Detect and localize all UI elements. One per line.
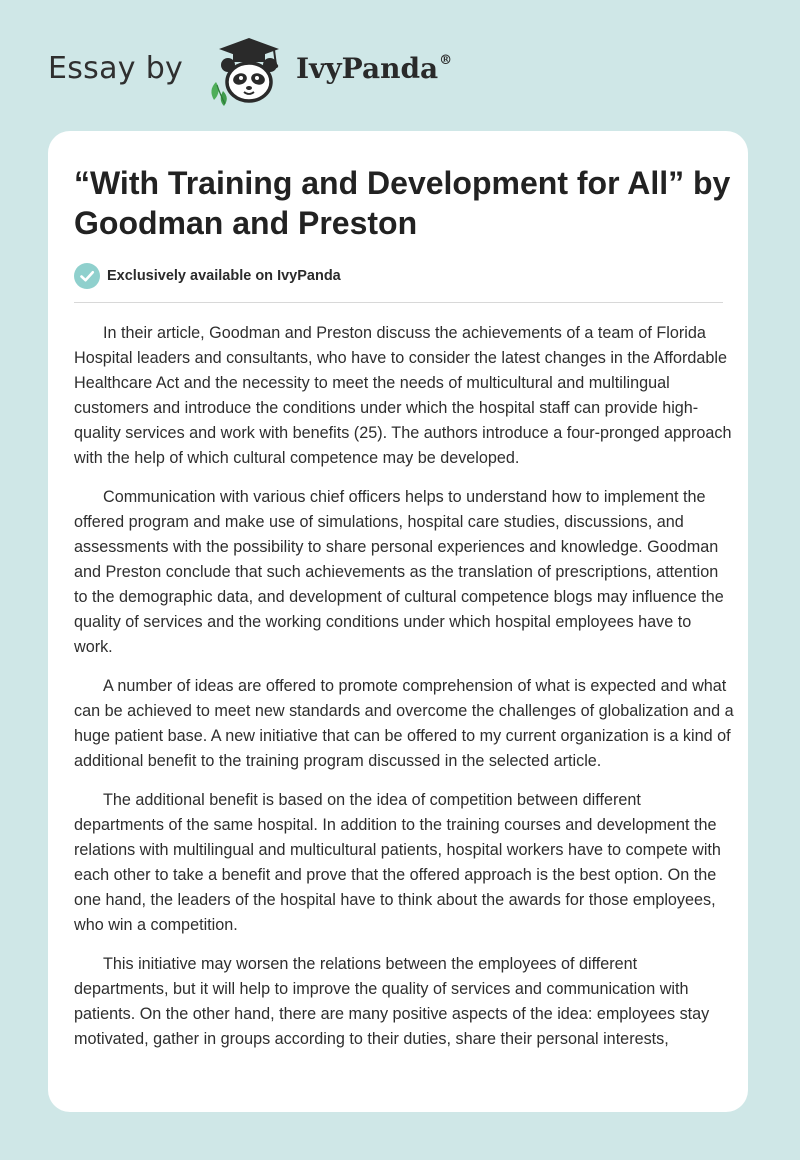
essay-paragraph: In their article, Goodman and Preston discuss the achievements of a team of Florida Hospital leaders and consultants, who have to consider the latest changes in the Affordable Healthcare Act and the necessity to meet the needs of multicultural and multilingual customers and introduce the conditions under which the hospital staff can provide high-quality services and work with benefits (25). The authors introduce a four-pronged approach with the help of which cultural competence may be developed. <box>74 324 732 467</box>
divider <box>74 302 723 303</box>
check-circle-icon <box>74 263 100 289</box>
exclusive-badge-label: Exclusively available on IvyPanda <box>107 268 341 284</box>
site-header <box>48 38 488 108</box>
page-title: “With Training and Development for All” by Goodman and Preston <box>74 165 731 241</box>
essay-paragraph: This initiative may worsen the relations between the employees of different departments, but it will help to improve the quality of services and communication with patients. On the other hand, there are many positive aspects of the idea: employees stay motivated, gather in groups according to their duties, share their personal interests, <box>74 955 710 1048</box>
essay-paragraph: A number of ideas are offered to promote comprehension of what is expected and what can be achieved to meet new standards and overcome the challenges of globalization and a huge patient base. A new initiative that can be offered to my current organization is a kind of additional benefit to the training program discussed in the selected article. <box>74 677 734 770</box>
exclusive-badge <box>74 263 341 289</box>
brand-name-text: IvyPanda <box>296 52 439 85</box>
panda-graduate-logo-icon[interactable] <box>204 38 294 108</box>
essay-card <box>48 131 748 1112</box>
essay-paragraph: Communication with various chief officers helps to understand how to implement the offered program and make use of simulations, hospital care studies, discussions, and assessments with the possibility to share personal experiences and knowledge. Goodman and Preston conclude that such achievements as the translation of prescriptions, attention to the demographic data, and development of cultural competence blogs may influence the quality of services and the working conditions under which hospital employees have to work. <box>74 488 724 656</box>
brand-name[interactable] <box>296 52 452 85</box>
essay-paragraph: The additional benefit is based on the idea of competition between different departments of the same hospital. In addition to the training courses and development the relations with multilingual and multicultural patients, hospital workers have to compete with each other to take a benefit and prove that the offered approach is the best option. On the one hand, the leaders of the hospital have to think about the awards for those employees, who win a competition. <box>74 791 721 934</box>
essay-by-label: Essay by <box>48 51 184 86</box>
essay-body <box>74 321 734 1066</box>
registered-mark: ® <box>439 52 453 68</box>
